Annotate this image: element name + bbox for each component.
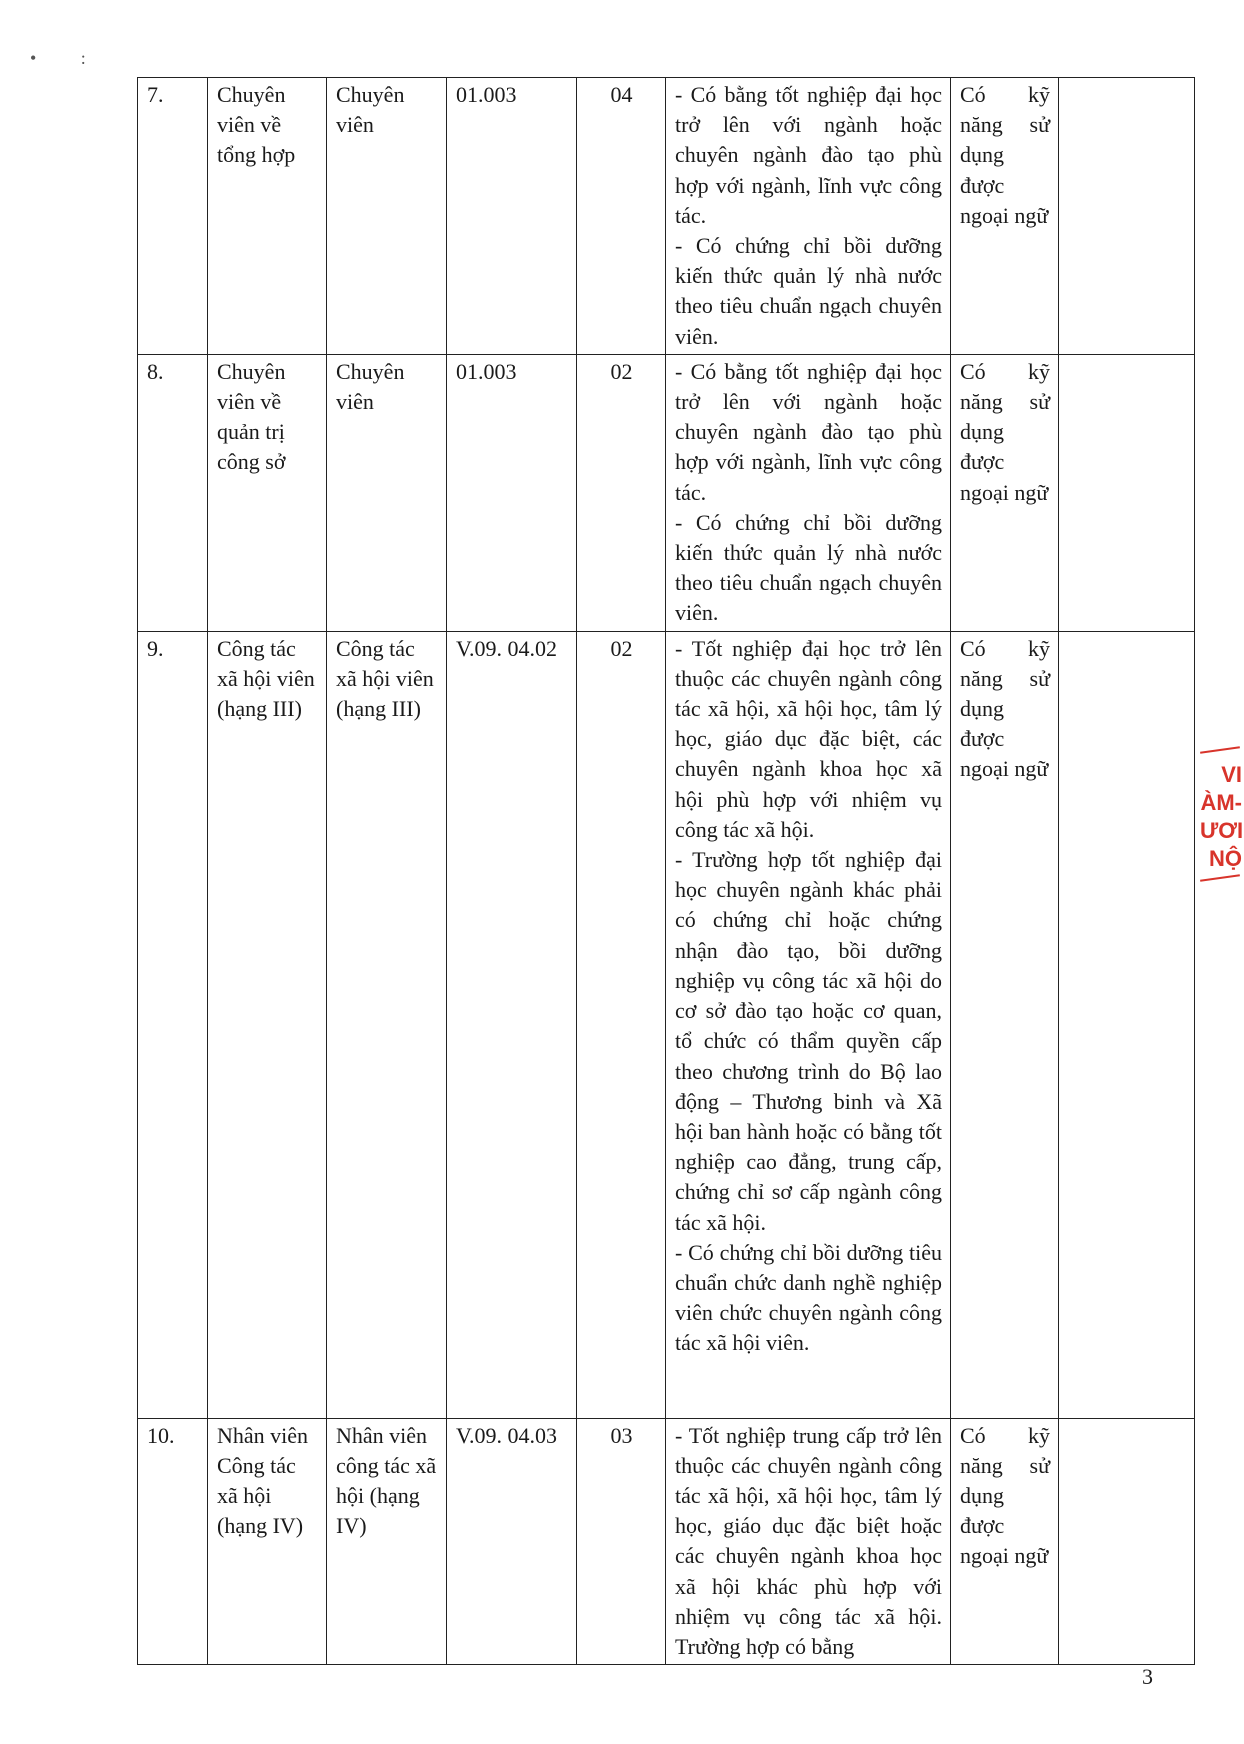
requirement-item: - Trường hợp tốt nghiệp đại học chuyên ngành khác phải có chứng chỉ hoặc chứng nhận đào tạo, bồi dưỡng nghiệp vụ công tác xã hội do cơ sở đào tạo hoặc cơ quan, tổ chức có thẩm quyền cấp theo chương trình do Bộ lao động – Thương binh và Xã hội ban hành hoặc có bằng tốt nghiệp cao đẳng, trung cấp, chứng chỉ sơ cấp ngành công tác xã hội.: [675, 847, 942, 1235]
stamp-rule: [1200, 746, 1240, 754]
margin-marks: • :: [30, 48, 106, 68]
grade-code: 01.003: [447, 78, 577, 355]
requirement-item: - Có chứng chỉ bồi dưỡng tiêu chuẩn chức danh nghề nghiệp viên chức chuyên ngành công tác xã hội viên.: [675, 1239, 942, 1356]
grade: Chuyên viên: [327, 354, 447, 631]
grade-code: V.09. 04.03: [447, 1418, 577, 1665]
requirement-item: - Tốt nghiệp đại học trở lên thuộc các chuyên ngành công tác xã hội, xã hội học, tâm lý học, giáo dục đặc biệt, các chuyên ngành khoa học xã hội phù hợp với nhiệm vụ công tác xã hội.: [675, 635, 942, 842]
row-number: 7.: [138, 78, 208, 355]
requirement-item: - Có bằng tốt nghiệp đại học trở lên với ngành hoặc chuyên ngành đào tạo phù hợp với ngành, lĩnh vực công tác.: [675, 82, 942, 228]
extra-requirements: Có kỹ năng sử dụng được ngoại ngữ: [951, 354, 1059, 631]
table-row: [138, 354, 1195, 631]
table-row: [138, 78, 1195, 355]
requirements: [666, 354, 951, 631]
position-title: Chuyên viên về quản trị công sở: [208, 354, 327, 631]
stamp-text: ƯƠI: [1200, 818, 1244, 843]
quantity: 04: [577, 78, 666, 355]
stamp-text: VI: [1221, 762, 1242, 787]
extra-requirements: Có kỹ năng sử dụng được ngoại ngữ: [951, 1418, 1059, 1665]
requirements: [666, 1418, 951, 1665]
requirements: [666, 78, 951, 355]
grade: Nhân viên công tác xã hội (hạng IV): [327, 1418, 447, 1665]
table-row: [138, 631, 1195, 1418]
grade-code: 01.003: [447, 354, 577, 631]
requirement-item: - Có chứng chỉ bồi dưỡng kiến thức quản lý nhà nước theo tiêu chuẩn ngạch chuyên viên.: [675, 233, 942, 349]
requirement-item: - Có bằng tốt nghiệp đại học trở lên với ngành hoặc chuyên ngành đào tạo phù hợp với ngành, lĩnh vực công tác.: [675, 358, 942, 505]
quantity: 02: [577, 631, 666, 1418]
grade: Chuyên viên: [327, 78, 447, 355]
grade: Công tác xã hội viên (hạng III): [327, 631, 447, 1418]
position-title: Chuyên viên về tổng hợp: [208, 78, 327, 355]
stamp-rule: [1200, 874, 1240, 882]
note-cell: [1059, 78, 1195, 355]
red-stamp-fragment: [1200, 745, 1244, 975]
grade-code: V.09. 04.02: [447, 631, 577, 1418]
note-cell: [1059, 1418, 1195, 1665]
row-number: 9.: [138, 631, 208, 1418]
row-number: 10.: [138, 1418, 208, 1665]
note-cell: [1059, 631, 1195, 1418]
quantity: 03: [577, 1418, 666, 1665]
table-row: [138, 1418, 1195, 1665]
position-title: Công tác xã hội viên (hạng III): [208, 631, 327, 1418]
page-number: 3: [1142, 1664, 1153, 1689]
requirement-item: - Tốt nghiệp trung cấp trở lên thuộc các chuyên ngành công tác xã hội, xã hội học, tâm lý học, giáo dục đặc biệt hoặc các chuyên ngành khoa học xã hội khác phù hợp với nhiệm vụ công tác xã hội. Trường hợp có bằng: [675, 1422, 942, 1660]
requirements: [666, 631, 951, 1418]
position-title: Nhân viên Công tác xã hội (hạng IV): [208, 1418, 327, 1665]
stamp-text: NỘ: [1209, 846, 1242, 871]
requirement-item: - Có chứng chỉ bồi dưỡng kiến thức quản lý nhà nước theo tiêu chuẩn ngạch chuyên viên.: [675, 509, 942, 626]
stamp-text: ÀM-: [1200, 790, 1242, 815]
row-number: 8.: [138, 354, 208, 631]
recruitment-table: [137, 77, 1195, 1665]
quantity: 02: [577, 354, 666, 631]
extra-requirements: Có kỹ năng sử dụng được ngoại ngữ: [951, 631, 1059, 1418]
extra-requirements: Có kỹ năng sử dụng được ngoại ngữ: [951, 78, 1059, 355]
note-cell: [1059, 354, 1195, 631]
